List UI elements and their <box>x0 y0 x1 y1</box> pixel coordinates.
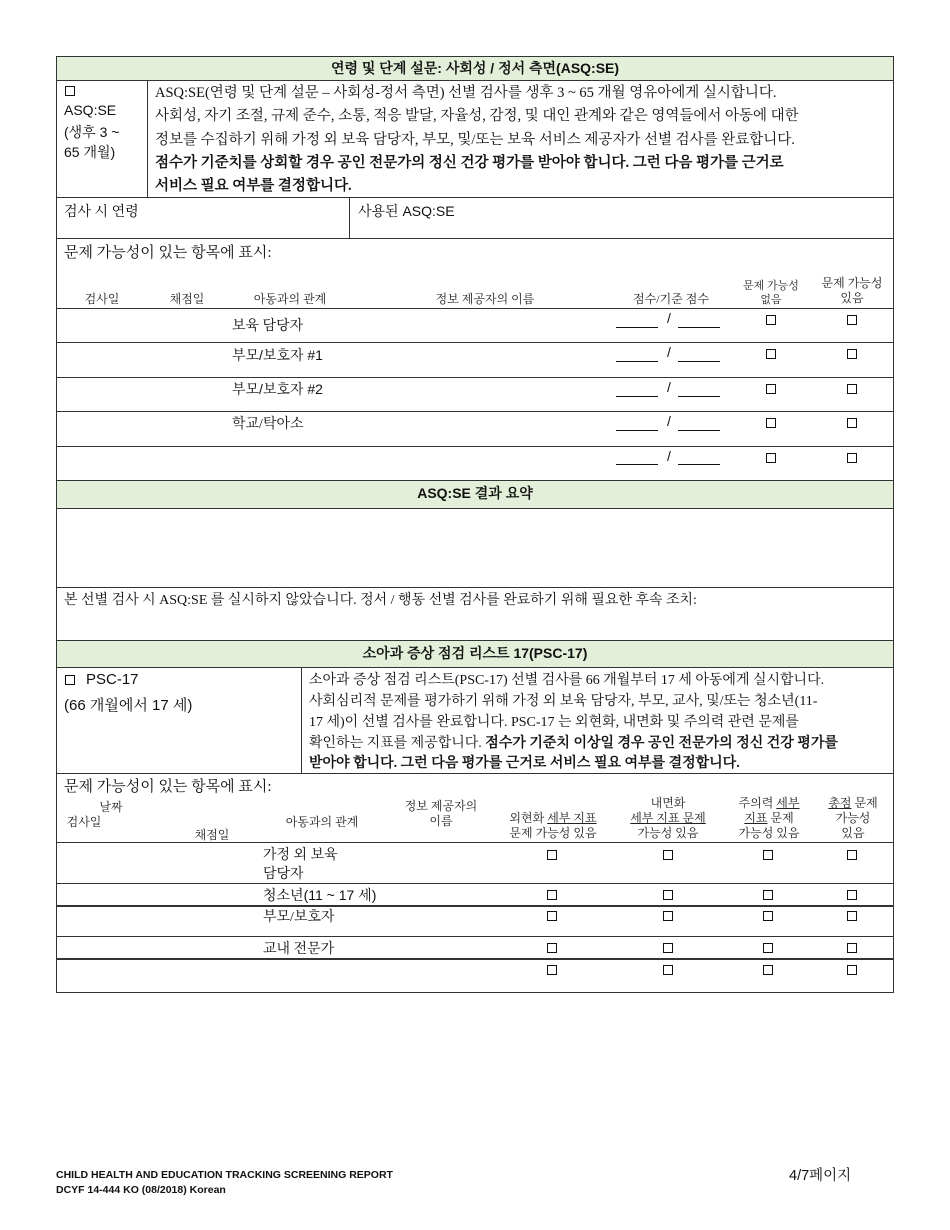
asq-col-score: 점수/기준 점수 <box>633 292 709 306</box>
asq-col-no-concern: 문제 가능성 없음 <box>743 280 799 306</box>
score-blank[interactable] <box>616 430 658 431</box>
internalizing-checkbox[interactable] <box>663 850 673 860</box>
psc-col-date: 검사일 <box>66 815 102 829</box>
score-blank[interactable] <box>616 464 658 465</box>
footer-form-title: CHILD HEALTH AND EDUCATION TRACKING SCREENING REPORT <box>56 1169 393 1181</box>
concern-checkbox[interactable] <box>847 349 857 359</box>
psc-col-scored: 채점일 <box>194 828 230 842</box>
asq-summary-box[interactable] <box>56 508 894 588</box>
total-checkbox[interactable] <box>847 911 857 921</box>
psc-col-total: 총점 문제 가능성 있음 <box>828 796 878 840</box>
page-number: 4/7페이지 <box>789 1168 852 1184</box>
asq-checkbox-label: ASQ:SE <box>64 102 117 118</box>
cutoff-blank[interactable] <box>678 464 720 465</box>
psc-col-attention: 주의력 세부 지표 문제 가능성 있음 <box>738 796 800 840</box>
asq-desc-bold-1: 점수가 기준치를 상회할 경우 공인 전문가의 정신 건강 평가를 받아야 합니다. 그런 다음 평가를 근거로 <box>155 155 784 171</box>
externalizing-checkbox[interactable] <box>547 911 557 921</box>
psc-desc-1: 소아과 증상 점검 리스트(PSC-17) 선별 검사를 66 개월부터 17 세 아동에게 실시합니다. <box>309 673 825 688</box>
asq-col-informant: 정보 제공자의 이름 <box>435 292 535 306</box>
psc-row-relationship: 교내 전문가 <box>263 942 335 957</box>
psc-desc-3: 17 세)이 선별 검사를 완료합니다. PSC-17 는 외현화, 내면화 및 주의력 관련 문제를 <box>309 715 799 730</box>
attention-checkbox[interactable] <box>763 943 773 953</box>
asq-used-label: 사용된 ASQ:SE <box>358 203 455 219</box>
asq-desc-bold-2: 서비스 필요 여부를 결정합니다. <box>155 178 352 194</box>
asq-desc-2: 사회성, 자기 조절, 규제 준수, 소통, 적응 발달, 자율성, 감정, 및 대인 관계와 같은 영역들에서 아동에 대한 <box>155 108 799 124</box>
asq-age-range-2: 65 개월) <box>64 144 116 160</box>
asq-desc-3: 정보를 수집하기 위해 가정 외 보육 담당자, 부모, 및/또는 보육 서비스 제공자가 선별 검사를 완료합니다. <box>155 132 795 148</box>
no-concern-checkbox[interactable] <box>766 418 776 428</box>
psc-row-relationship: 부모/보호자 <box>263 910 335 925</box>
no-concern-checkbox[interactable] <box>766 384 776 394</box>
attention-checkbox[interactable] <box>763 911 773 921</box>
externalizing-checkbox[interactable] <box>547 943 557 953</box>
externalizing-checkbox[interactable] <box>547 890 557 900</box>
psc-col-date-top: 날짜 <box>99 800 123 814</box>
cutoff-blank[interactable] <box>678 361 720 362</box>
asq-col-scored: 채점일 <box>169 292 205 306</box>
footer-form-number: DCYF 14-444 KO (08/2018) Korean <box>56 1184 226 1196</box>
asq-col-relationship: 아동과의 관계 <box>253 292 327 306</box>
score-blank[interactable] <box>616 327 658 328</box>
cutoff-blank[interactable] <box>678 327 720 328</box>
psc-col-externalizing: 외현화 세부 지표 문제 가능성 있음 <box>509 811 597 840</box>
asq-summary-header <box>56 480 894 509</box>
asq-mark-label: 문제 가능성이 있는 항목에 표시: <box>64 245 272 261</box>
asq-checkbox[interactable] <box>65 86 75 96</box>
externalizing-checkbox[interactable] <box>547 850 557 860</box>
externalizing-checkbox[interactable] <box>547 965 557 975</box>
asq-row-relationship: 보육 담당자 <box>232 319 304 334</box>
internalizing-checkbox[interactable] <box>663 890 673 900</box>
asq-desc-1: ASQ:SE(연령 및 단계 설문 – 사회성-정서 측면) 선별 검사를 생후 3 ~ 65 개월 영유아에게 실시합니다. <box>155 85 777 101</box>
psc-row-relationship: 청소년(11 ~ 17 세) <box>263 887 377 903</box>
age-at-screening-label: 검사 시 연령 <box>64 205 139 220</box>
total-checkbox[interactable] <box>847 890 857 900</box>
attention-checkbox[interactable] <box>763 965 773 975</box>
score-blank[interactable] <box>616 396 658 397</box>
cutoff-blank[interactable] <box>678 430 720 431</box>
psc-title: 소아과 증상 점검 리스트 17(PSC-17) <box>362 645 588 661</box>
psc-desc-2: 사회심리적 문제를 평가하기 위해 가정 외 보육 담당자, 부모, 교사, 및/또는 청소년(11- <box>309 694 818 709</box>
attention-checkbox[interactable] <box>763 890 773 900</box>
psc-desc-5: 받아야 합니다. 그런 다음 평가를 근거로 서비스 필요 여부를 결정합니다. <box>309 756 740 771</box>
psc-col-informant: 정보 제공자의 이름 <box>404 799 478 828</box>
no-concern-checkbox[interactable] <box>766 349 776 359</box>
total-checkbox[interactable] <box>847 965 857 975</box>
asq-section-header <box>56 56 894 81</box>
asq-age-range-1: (생후 3 ~ <box>64 124 120 140</box>
asq-col-date: 검사일 <box>84 292 120 306</box>
psc-col-internalizing: 내면화 세부 지표 문제 가능성 있음 <box>630 796 706 840</box>
psc-section-header <box>56 640 894 668</box>
total-checkbox[interactable] <box>847 943 857 953</box>
asq-age-used-row <box>56 197 894 239</box>
psc-mark-label: 문제 가능성이 있는 항목에 표시: <box>64 779 272 795</box>
total-checkbox[interactable] <box>847 850 857 860</box>
concern-checkbox[interactable] <box>847 384 857 394</box>
concern-checkbox[interactable] <box>847 453 857 463</box>
asq-results-table <box>56 238 894 481</box>
no-concern-checkbox[interactable] <box>766 453 776 463</box>
psc-checkbox[interactable] <box>65 675 75 685</box>
asq-col-concern: 문제 가능성 있음 <box>821 276 883 305</box>
asq-not-done-text: 본 선별 검사 시 ASQ:SE 를 실시하지 않았습니다. 정서 / 행동 선별 검사를 완료하기 위해 필요한 후속 조치: <box>64 593 697 608</box>
psc-checkbox-label: PSC-17 <box>86 671 139 688</box>
attention-checkbox[interactable] <box>763 850 773 860</box>
cutoff-blank[interactable] <box>678 396 720 397</box>
asq-summary-title: ASQ:SE 결과 요약 <box>417 485 533 501</box>
psc-desc-4: 확인하는 지표를 제공합니다. 점수가 기준치 이상일 경우 공인 전문가의 정신 건강 평가를 <box>309 736 838 751</box>
internalizing-checkbox[interactable] <box>663 965 673 975</box>
internalizing-checkbox[interactable] <box>663 943 673 953</box>
asq-row-relationship: 부모/보호자 #1 <box>232 347 323 363</box>
concern-checkbox[interactable] <box>847 418 857 428</box>
concern-checkbox[interactable] <box>847 315 857 325</box>
asq-row-relationship: 학교/탁아소 <box>232 417 304 432</box>
score-blank[interactable] <box>616 361 658 362</box>
asq-title: 연령 및 단계 설문: 사회성 / 정서 측면(ASQ:SE) <box>330 60 620 76</box>
psc-row-relationship: 가정 외 보육 <box>263 848 338 863</box>
no-concern-checkbox[interactable] <box>766 315 776 325</box>
psc-col-relationship: 아동과의 관계 <box>285 815 359 829</box>
internalizing-checkbox[interactable] <box>663 911 673 921</box>
psc-row-relationship: 담당자 <box>263 867 304 882</box>
psc-age-range: (66 개월에서 17 세) <box>64 697 193 714</box>
asq-row-relationship: 부모/보호자 #2 <box>232 381 323 397</box>
